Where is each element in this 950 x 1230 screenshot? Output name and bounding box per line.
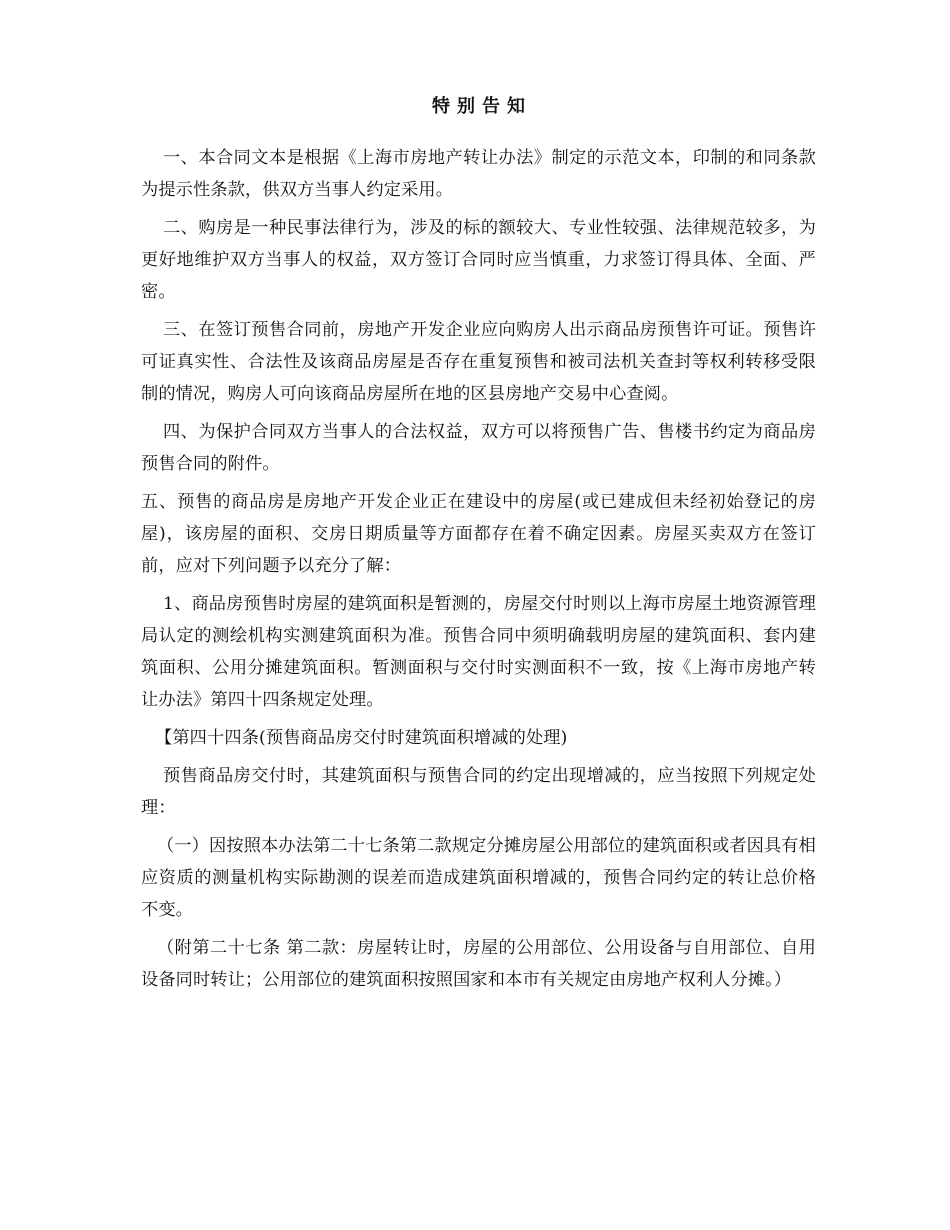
paragraph-clause-2: 二、购房是一种民事法律行为，涉及的标的额较大、专业性较强、法律规范较多，为更好地维护双方当事人的权益，双方签订合同时应当慎重，力求签订得具体、全面、严密。 [141, 218, 816, 302]
paragraph-article-44-heading: 【第四十四条(预售商品房交付时建筑面积增减的处理) [155, 728, 568, 748]
paragraph-appendix-article-27: （附第二十七条 第二款：房屋转让时，房屋的公用部位、公用设备与自用部位、自用设备同时转让；公用部位的建筑面积按照国家和本市有关规定由房地产权利人分摊。） [141, 938, 816, 990]
paragraph-clause-1: 一、本合同文本是根据《上海市房地产转让办法》制定的示范文本，印制的和同条款为提示性条款，供双方当事人约定采用。 [141, 148, 816, 200]
document-title: 特别告知 [432, 96, 532, 117]
paragraph-clause-5: 五、预售的商品房是房地产开发企业正在建设中的房屋(或已建成但未经初始登记的房屋)，该房屋的面积、交房日期质量等方面都存在着不确定因素。房屋买卖双方在签订前，应对下列问题予以充分了解： [141, 492, 816, 576]
paragraph-article-44-body: 预售商品房交付时，其建筑面积与预售合同的约定出现增减的，应当按照下列规定处理： [141, 766, 816, 818]
paragraph-clause-3: 三、在签订预售合同前，房地产开发企业应向购房人出示商品房预售许可证。预售许可证真实性、合法性及该商品房屋是否存在重复预售和被司法机关查封等权利转移受限制的情况，购房人可向该商品房屋所在地的区县房地产交易中心查阅。 [141, 320, 816, 404]
paragraph-article-44-item-1: （一）因按照本办法第二十七条第二款规定分摊房屋公用部位的建筑面积或者因具有相应资质的测量机构实际勘测的误差而造成建筑面积增减的，预售合同约定的转让总价格不变。 [141, 836, 816, 920]
paragraph-item-1: 1、商品房预售时房屋的建筑面积是暂测的，房屋交付时则以上海市房屋土地资源管理局认定的测绘机构实测建筑面积为准。预售合同中须明确载明房屋的建筑面积、套内建筑面积、公用分摊建筑面积。暂测面积与交付时实测面积不一致，按《上海市房地产转让办法》第四十四条规定处理。 [141, 594, 816, 710]
paragraph-clause-4: 四、为保护合同双方当事人的合法权益，双方可以将预售广告、售楼书约定为商品房预售合同的附件。 [141, 422, 816, 474]
